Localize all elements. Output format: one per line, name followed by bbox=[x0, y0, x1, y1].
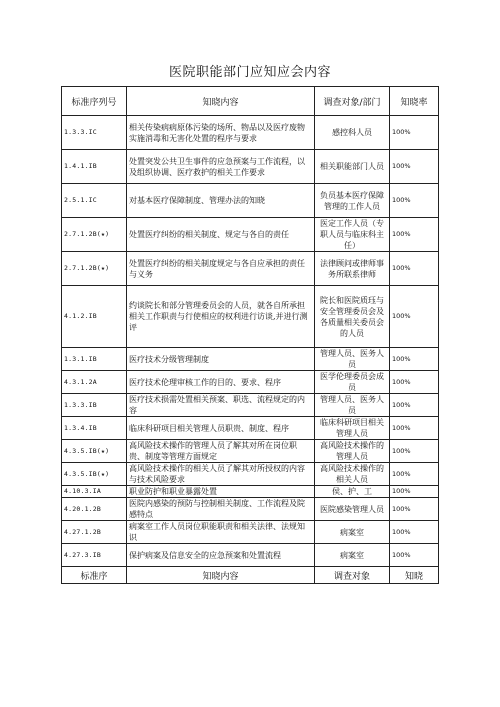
row-target: 高风险技术操作的管理人员 bbox=[315, 440, 390, 463]
row-content: 医院内感染的预防与控制相关制度、工作流程及院感特点 bbox=[127, 498, 315, 521]
table-row bbox=[62, 371, 439, 394]
table-row bbox=[62, 498, 439, 521]
footer-target: 调查对象 bbox=[315, 567, 390, 584]
table-header-row bbox=[62, 87, 439, 116]
row-rate: 100% bbox=[390, 521, 439, 544]
row-rate: 100% bbox=[390, 116, 439, 150]
row-code: 4.3.5.IB(★) bbox=[62, 440, 127, 463]
row-code: 4.3.5.IB(★) bbox=[62, 463, 127, 486]
table-row bbox=[62, 521, 439, 544]
row-target: 院长和医院质珏与安全管理委员会及各质量相关委员会的人员 bbox=[315, 286, 390, 348]
row-rate: 100% bbox=[390, 417, 439, 440]
table-row bbox=[62, 252, 439, 286]
row-code: 4.1.2.IB bbox=[62, 286, 127, 348]
row-content: 高风险技术操作的管理人员了解其对所在岗位职贵、制度等管理方面规定 bbox=[127, 440, 315, 463]
row-rate: 100% bbox=[390, 544, 439, 567]
row-content: 病案室工作人员岗位职能职责和相关法律、法规知识 bbox=[127, 521, 315, 544]
table-row bbox=[62, 544, 439, 567]
row-target: 病案室 bbox=[315, 521, 390, 544]
table-footer-row bbox=[62, 567, 439, 584]
table-row bbox=[62, 218, 439, 252]
row-rate: 100% bbox=[390, 286, 439, 348]
row-code: 4.27.1.2B bbox=[62, 521, 127, 544]
header-target: 调查对象/部门 bbox=[315, 87, 390, 116]
row-code: 4.10.3.IA bbox=[62, 486, 127, 498]
row-rate: 100% bbox=[390, 371, 439, 394]
row-code: 2.7.1.2B(★) bbox=[62, 252, 127, 286]
row-code: 1.4.1.IB bbox=[62, 150, 127, 184]
row-content: 处置医疗纠纷的相关制度、规定与各自的责任 bbox=[127, 218, 315, 252]
row-content: 处置医疗纠纷的相关制度规定与各自应承担的责任与义务 bbox=[127, 252, 315, 286]
row-content: 职业防护和职业暴露处置 bbox=[127, 486, 315, 498]
row-code: 1.3.4.IB bbox=[62, 417, 127, 440]
row-content: 医疗技术损需处置相关预案、职选、流程规定的内容 bbox=[127, 394, 315, 417]
header-rate: 知晓率 bbox=[390, 87, 439, 116]
table-row bbox=[62, 440, 439, 463]
table-row bbox=[62, 116, 439, 150]
row-target: 侯、护、工 bbox=[315, 486, 390, 498]
table-row bbox=[62, 417, 439, 440]
row-content: 临床科研项目相关管理人员职贵、制度、程序 bbox=[127, 417, 315, 440]
row-rate: 100% bbox=[390, 348, 439, 371]
row-target: 感控科人员 bbox=[315, 116, 390, 150]
footer-code: 标准序 bbox=[62, 567, 127, 584]
row-rate: 100% bbox=[390, 218, 439, 252]
row-content: 医疗技术分级管理制度 bbox=[127, 348, 315, 371]
table-row bbox=[62, 394, 439, 417]
row-rate: 100% bbox=[390, 463, 439, 486]
row-rate: 100% bbox=[390, 440, 439, 463]
header-content: 知晓内容 bbox=[127, 87, 315, 116]
row-content: 处置突发公共卫生事件的应急预案与工作流程，以及组织协调、医疗救护的相关工作要求 bbox=[127, 150, 315, 184]
row-content: 相关传染病病原体污染的场所、物品以及医疗废物实施消毒和无害化处置的程序与要求 bbox=[127, 116, 315, 150]
row-target: 负员基本医疗保障管理的工作人员 bbox=[315, 184, 390, 218]
header-code: 标准序列号 bbox=[62, 87, 127, 116]
document-title: 医院职能部门应知应会内容 bbox=[168, 65, 331, 80]
row-rate: 100% bbox=[390, 184, 439, 218]
row-target: 管理人员、医务人员 bbox=[315, 348, 390, 371]
table-row bbox=[62, 348, 439, 371]
table-row bbox=[62, 486, 439, 498]
row-code: 4.20.1.2B bbox=[62, 498, 127, 521]
row-rate: 100% bbox=[390, 486, 439, 498]
row-target: 病案室 bbox=[315, 544, 390, 567]
row-target: 高风险技术操作的相关人员 bbox=[315, 463, 390, 486]
row-code: 2.5.1.IC bbox=[62, 184, 127, 218]
row-content: 对基本医疗保障制度、管理办法的知晓 bbox=[127, 184, 315, 218]
row-content: 医疗技术伦理审核工作的目的、要求、程序 bbox=[127, 371, 315, 394]
row-content: 保护病案及信息安全的应急预案和处置流程 bbox=[127, 544, 315, 567]
row-code: 1.3.3.IB bbox=[62, 394, 127, 417]
row-code: 4.3.1.2A bbox=[62, 371, 127, 394]
row-target: 医定工作人员（专职人员与临床科主任） bbox=[315, 218, 390, 252]
table-row bbox=[62, 286, 439, 348]
row-target: 医院感染管理人员 bbox=[315, 498, 390, 521]
row-code: 1.3.3.IC bbox=[62, 116, 127, 150]
row-rate: 100% bbox=[390, 150, 439, 184]
table-row bbox=[62, 150, 439, 184]
row-rate: 100% bbox=[390, 252, 439, 286]
footer-content: 知晓内容 bbox=[127, 567, 315, 584]
knowledge-table bbox=[61, 86, 439, 584]
row-target: 管理人员、医务人员 bbox=[315, 394, 390, 417]
row-rate: 100% bbox=[390, 394, 439, 417]
row-target: 法律顾问或律师事务所联系律师 bbox=[315, 252, 390, 286]
row-content: 高风险技术操作的相关人员了解其对所授权的内容与技术风险要求 bbox=[127, 463, 315, 486]
table-row bbox=[62, 184, 439, 218]
row-code: 4.27.3.IB bbox=[62, 544, 127, 567]
row-target: 医学伦理委员会成员 bbox=[315, 371, 390, 394]
row-content: 约谈院长和部分管理委员会的人员，就各自所承担相关工作职责与行使相应的权利进行访谈,并进行测评 bbox=[127, 286, 315, 348]
footer-rate: 知晓 bbox=[390, 567, 439, 584]
table-row bbox=[62, 463, 439, 486]
row-rate: 100% bbox=[390, 498, 439, 521]
row-code: 1.3.1.IB bbox=[62, 348, 127, 371]
row-code: 2.7.1.2B(★) bbox=[62, 218, 127, 252]
row-target: 相关职能部门人员 bbox=[315, 150, 390, 184]
row-target: 临床科研项目相关管理人员 bbox=[315, 417, 390, 440]
